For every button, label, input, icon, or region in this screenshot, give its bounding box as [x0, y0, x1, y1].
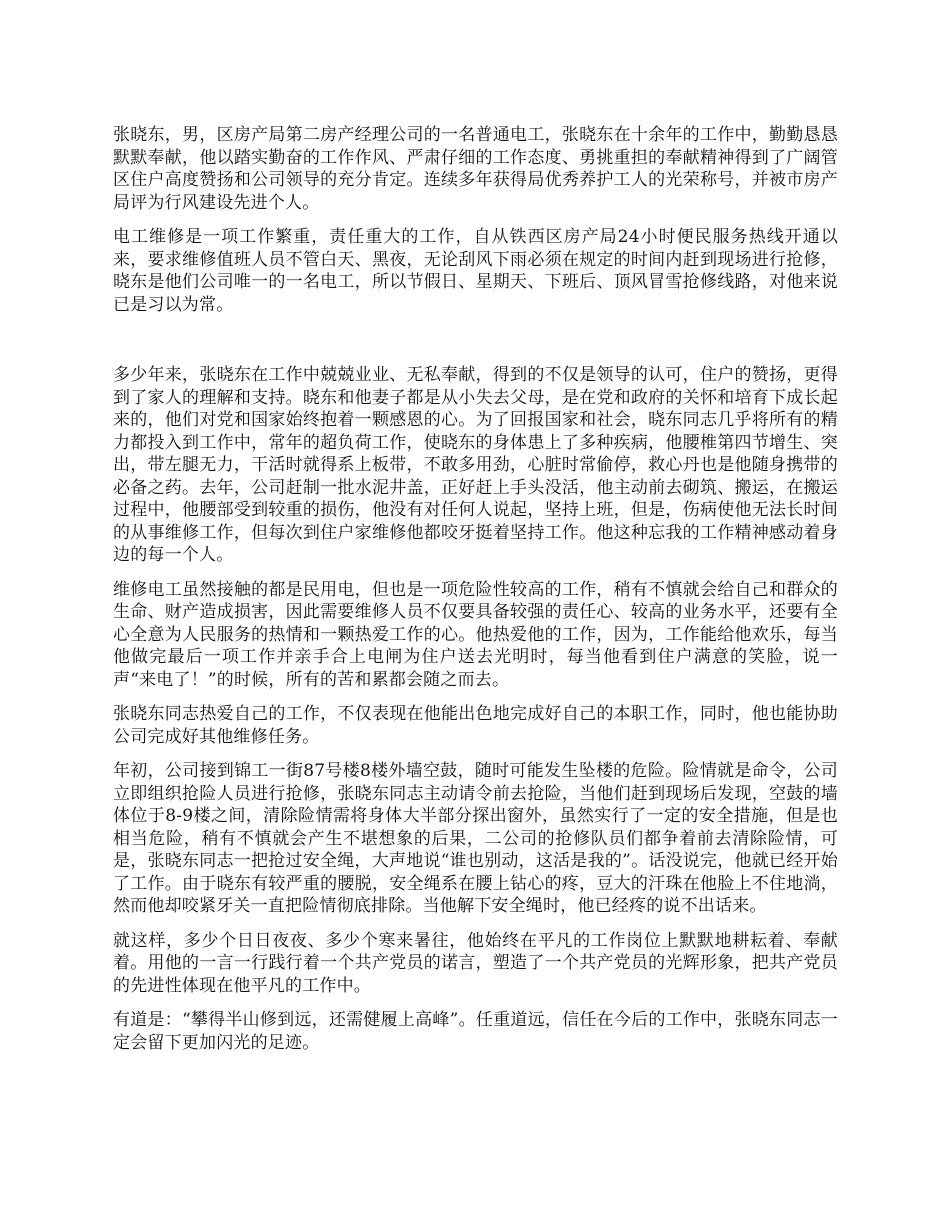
paragraph: 电工维修是一项工作繁重，责任重大的工作，自从铁西区房产局24小时便民服务热线开通以来，要求维修值班人员不管白天、黑夜，无论刮风下雨必须在规定的时间内赶到现场进行抢修，晓东是他们公司唯一的一名电工，所以节假日、星期天、下班后、顶风冒雪抢修线路，对他来说已是习以为常。: [113, 227, 838, 315]
paragraph: 张晓东同志热爱自己的工作，不仅表现在他能出色地完成好自己的本职工作，同时，他也能协助公司完成好其他维修任务。: [113, 704, 838, 747]
document-body: [113, 124, 838, 1054]
paragraph: 维修电工虽然接触的都是民用电，但也是一项危险性较高的工作，稍有不慎就会给自己和群众的生命、财产造成损害，因此需要维修人员不仅要具备较强的责任心、较高的业务水平，还要有全心全意为人民服务的热情和一颗热爱工作的心。他热爱他的工作，因为，工作能给他欢乐，每当他做完最后一项工作并亲手合上电闸为住户送去光明时，每当他看到住户满意的笑脸，说一声“来电了！”的时候，所有的苦和累都会随之而去。: [113, 579, 838, 690]
paragraph: 多少年来，张晓东在工作中兢兢业业、无私奉献，得到的不仅是领导的认可，住户的赞扬，更得到了家人的理解和支持。晓东和他妻子都是从小失去父母，是在党和政府的关怀和培育下成长起来的，他们对党和国家始终抱着一颗感恩的心。为了回报国家和社会，晓东同志几乎将所有的精力都投入到工作中，常年的超负荷工作，使晓东的身体患上了多种疾病，他腰椎第四节增生、突出，带左腿无力，干活时就得系上板带，不敢多用劲，心脏时常偷停，救心丹也是他随身携带的必备之药。去年，公司赶制一批水泥井盖，正好赶上手头没活，他主动前去砌筑、搬运，在搬运过程中，他腰部受到较重的损伤，他没有对任何人说起，坚持上班，但是，伤病使他无法长时间的从事维修工作，但每次到住户家维修他都咬牙挺着坚持工作。他这种忘我的工作精神感动着身边的每一个人。: [113, 365, 838, 565]
paragraph: 张晓东，男，区房产局第二房产经理公司的一名普通电工，张晓东在十余年的工作中，勤勤恳恳默默奉献，他以踏实勤奋的工作作风、严肃仔细的工作态度、勇挑重担的奉献精神得到了广阔管区住户高度赞扬和公司领导的充分肯定。连续多年获得局优秀养护工人的光荣称号，并被市房产局评为行风建设先进个人。: [113, 125, 838, 213]
paragraph: 有道是：“攀得半山修到远，还需健履上高峰”。任重道远，信任在今后的工作中，张晓东同志一定会留下更加闪光的足迹。: [113, 1010, 838, 1053]
paragraph: 年初，公司接到锦工一街87号楼8楼外墙空鼓，随时可能发生坠楼的危险。险情就是命令，公司立即组织抢险人员进行抢修，张晓东同志主动请令前去抢险，当他们赶到现场后发现，空鼓的墙体位于8-9楼之间，清除险情需将身体大半部分探出窗外，虽然实行了一定的安全措施，但是也相当危险，稍有不慎就会产生不堪想象的后果，二公司的抢修队员们都争着前去清除险情，可是，张晓东同志一把抢过安全绳，大声地说“谁也别动，这活是我的”。话没说完，他就已经开始了工作。由于晓东有较严重的腰脱，安全绳系在腰上钻心的疼，豆大的汗珠在他脸上不住地淌，然而他却咬紧牙关一直把险情彻底排除。当他解下安全绳时，他已经疼的说不出话来。: [113, 761, 838, 916]
paragraph: 就这样，多少个日日夜夜、多少个寒来暑往，他始终在平凡的工作岗位上默默地耕耘着、奉献着。用他的一言一行践行着一个共产党员的诺言，塑造了一个共产党员的光辉形象，把共产党员的先进性体现在他平凡的工作中。: [113, 930, 838, 996]
